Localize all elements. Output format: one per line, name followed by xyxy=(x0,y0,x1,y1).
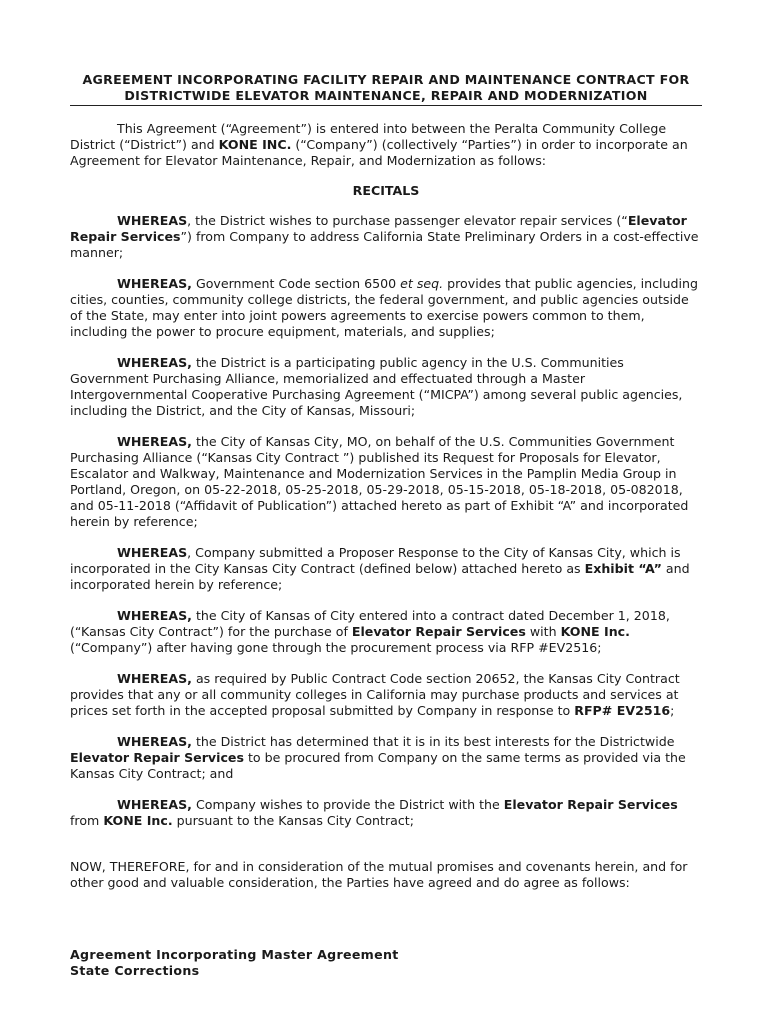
whereas-5: WHEREAS, Company submitted a Proposer Response to the City of Kansas City, which is incorporated in the City Kansas City Contract (defined below) attached hereto as Exhibit “A” and incorporated herein by reference; xyxy=(70,545,690,592)
whereas-2: WHEREAS, Government Code section 6500 et seq. provides that public agencies, including cities, counties, community college districts, the federal government, and public agencies outside of the State, may enter into joint powers agreements to exercise powers common to them, including the power to procure equipment, materials, and supplies; xyxy=(70,276,699,339)
whereas-8: WHEREAS, the District has determined that it is in its best interests for the Districtwide Elevator Repair Services to be procured from Company on the same terms as provided via the Kansas City Contract; and xyxy=(70,734,686,781)
recitals-heading: RECITALS xyxy=(352,183,420,198)
title-line-2: DISTRICTWIDE ELEVATOR MAINTENANCE, REPAIR AND MODERNIZATION xyxy=(124,88,648,103)
whereas-6: WHEREAS, the City of Kansas of City entered into a contract dated December 1, 2018, (“Kansas City Contract”) for the purchase of Elevator Repair Services with KONE Inc. (“Company”) after having gone through the procurement process via RFP #EV2516; xyxy=(70,608,670,655)
page-footer xyxy=(70,947,399,979)
now-therefore-paragraph: NOW, THEREFORE, for and in consideration of the mutual promises and covenants herein, and for other good and valuable consideration, the Parties have agreed and do agree as follows: xyxy=(70,859,688,890)
whereas-3: WHEREAS, the District is a participating public agency in the U.S. Communities Government Purchasing Alliance, memorialized and effectuated through a Master Intergovernmental Cooperative Purchasing Agreement (“MICPA”) among several public agencies, including the District, and the City of Kansas, Missouri; xyxy=(70,355,683,418)
title-line-1: AGREEMENT INCORPORATING FACILITY REPAIR AND MAINTENANCE CONTRACT FOR xyxy=(82,72,690,87)
intro-paragraph: This Agreement (“Agreement”) is entered into between the Peralta Community College District (“District”) and KONE INC. (“Company”) (collectively “Parties”) in order to incorporate an Agreement for Elevator Maintenance, Repair, and Modernization as follows: xyxy=(70,121,688,168)
whereas-1: WHEREAS, the District wishes to purchase passenger elevator repair services (“Elevator Repair Services”) from Company to address California State Preliminary Orders in a cost-effective manner; xyxy=(70,213,699,260)
footer-line-1: Agreement Incorporating Master Agreement xyxy=(70,947,399,962)
document-page xyxy=(70,72,702,891)
whereas-9: WHEREAS, Company wishes to provide the District with the Elevator Repair Services from KONE Inc. pursuant to the Kansas City Contract; xyxy=(70,797,678,828)
whereas-7: WHEREAS, as required by Public Contract Code section 20652, the Kansas City Contract provides that any or all community colleges in California may purchase products and services at prices set forth in the accepted proposal submitted by Company in response to RFP# EV2516; xyxy=(70,671,680,718)
document-title xyxy=(70,72,702,106)
whereas-4: WHEREAS, the City of Kansas City, MO, on behalf of the U.S. Communities Government Purchasing Alliance (“Kansas City Contract ”) published its Request for Proposals for Elevator, Escalator and Walkway, Maintenance and Modernization Services in the Pamplin Media Group in Portland, Oregon, on 05-22-2018, 05-25-2018, 05-29-2018, 05-15-2018, 05-18-2018, 05-082018, and 05-11-2018 (“Affidavit of Publication”) attached hereto as part of Exhibit “A” and incorporated herein by reference; xyxy=(70,434,689,529)
footer-line-2: State Corrections xyxy=(70,963,200,978)
